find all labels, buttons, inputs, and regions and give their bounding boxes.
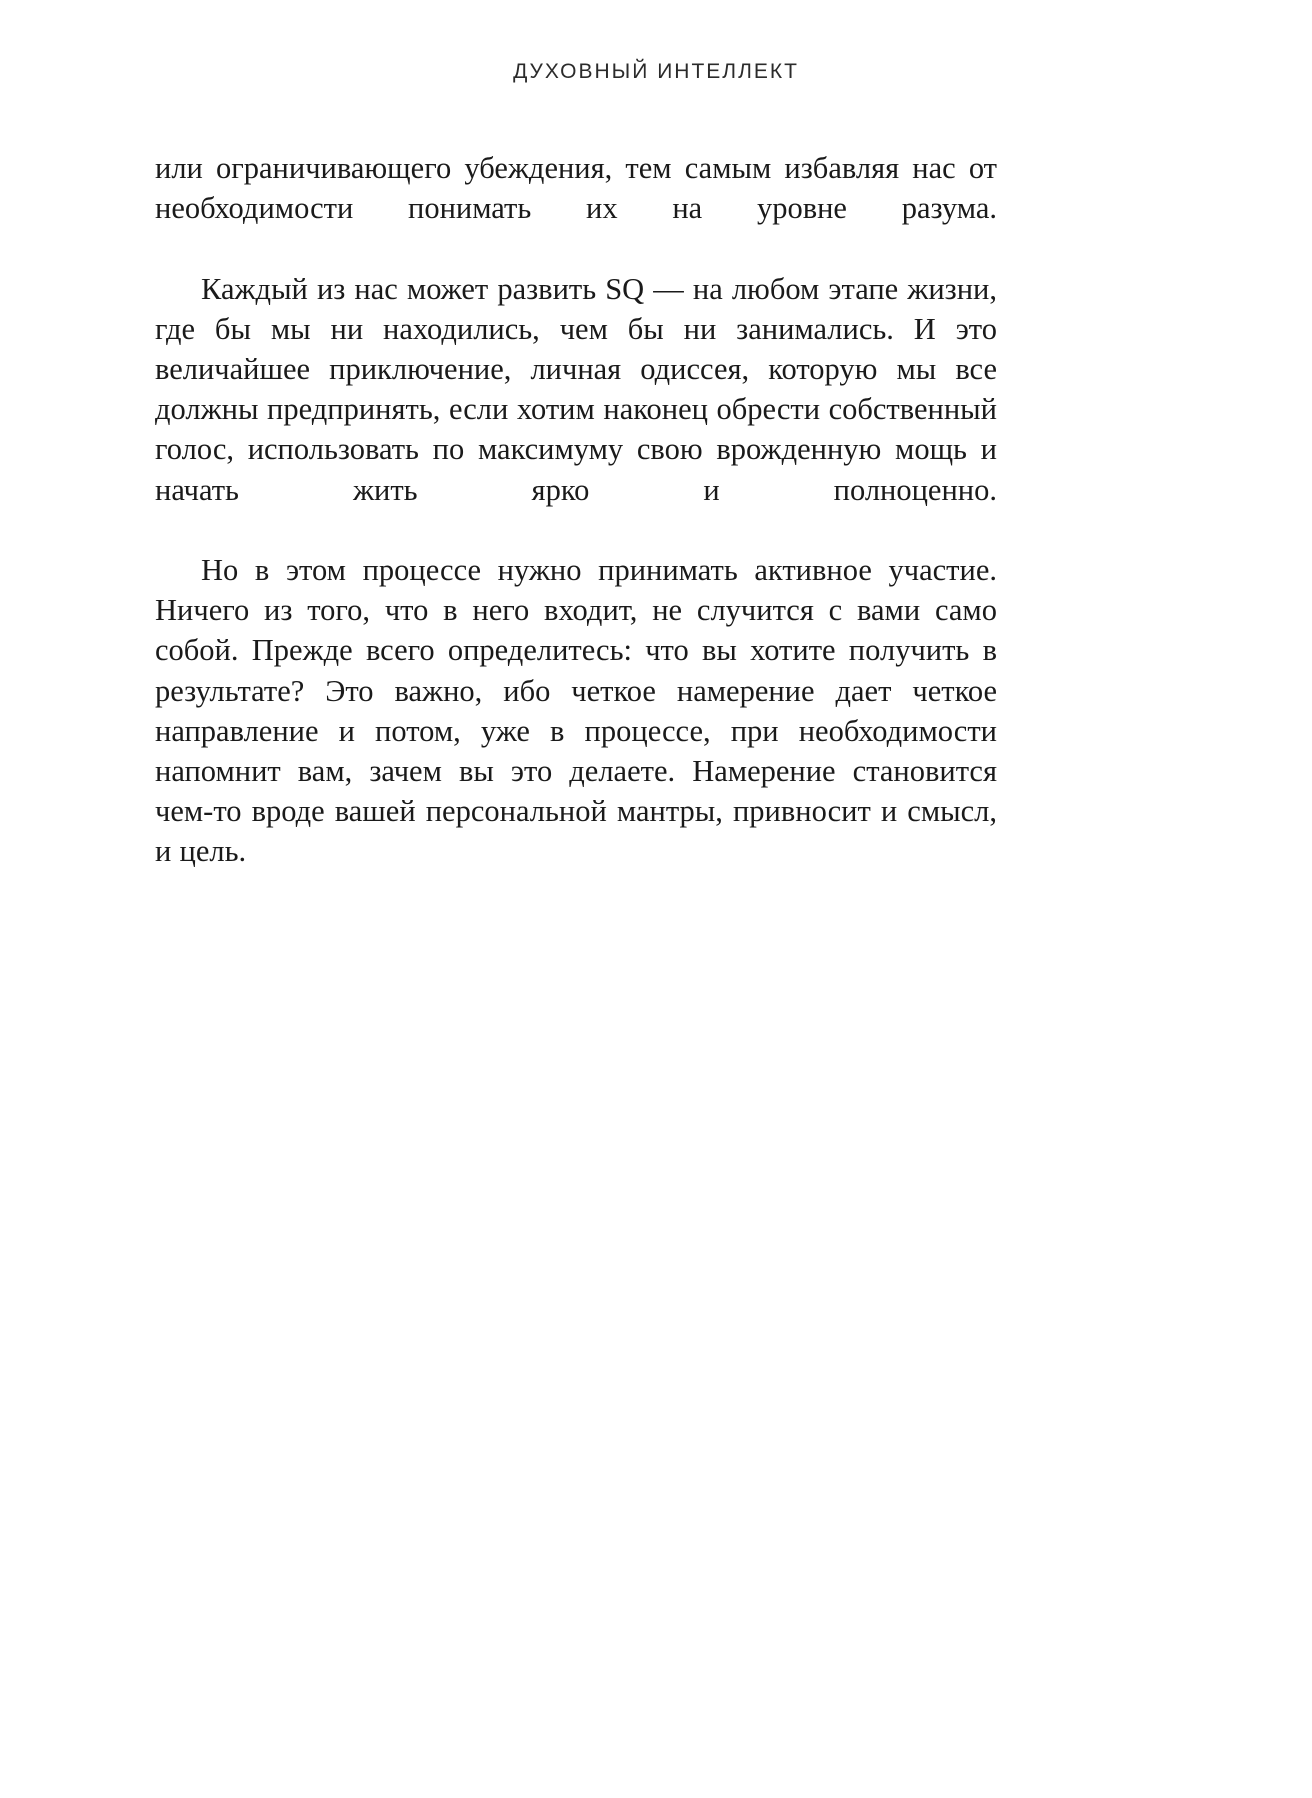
body-text-block [155, 148, 997, 872]
paragraph-1: или ограничивающего убеждения, тем самым избавляя нас от необходимости понимать их на уровне разума. [155, 151, 997, 226]
paragraph-3: Но в этом процессе нужно принимать активное участие. Ничего из того, что в него входит, не случится с вами само собой. Прежде всего определитесь: что вы хотите получить в результате? Это важно, ибо четкое намерение дает четкое направление и потом, уже в процессе, при необходимости напомнит вам, зачем вы это делаете. Намерение становится чем-то вроде вашей персональной мантры, привносит и смысл, и цель. [155, 553, 997, 869]
paragraph-2: Каждый из нас может развить SQ — на любом этапе жизни, где бы мы ни находились, чем бы ни занимались. И это величайшее приключение, личная одиссея, которую мы все должны предпринять, если хотим наконец обрести собственный голос, использовать по максимуму свою врожденную мощь и начать жить ярко и полноценно. [155, 271, 997, 507]
running-header-title: ДУХОВНЫЙ ИНТЕЛЛЕКТ [513, 60, 799, 83]
